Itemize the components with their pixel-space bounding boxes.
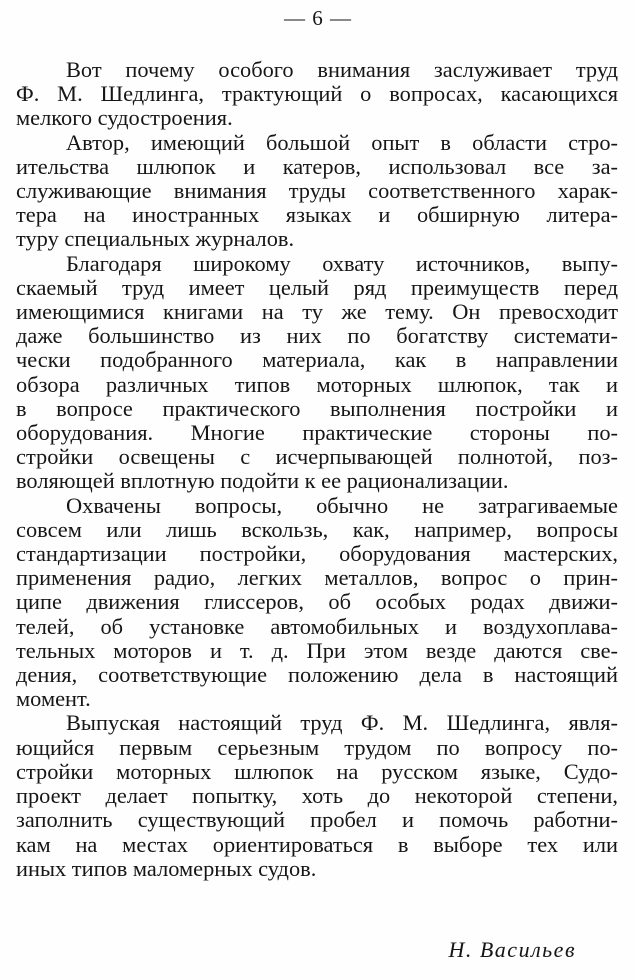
text-line: дения, соответствующие положению дела в настоящий <box>16 662 618 688</box>
text-line: Вот почему особого внимания заслуживает труд <box>66 57 618 82</box>
text-line: ительства шлюпок и катеров, использовал все за- <box>16 153 618 179</box>
author-signature: Н. Васильев <box>448 937 576 962</box>
text-line: Благодаря широкому охвату источников, выпу- <box>66 250 618 276</box>
text-line: Ф. М. Шедлинга, трактующий о вопросах, касающихся <box>16 81 618 107</box>
text-line: ципе движения глиссеров, об особых родах движи- <box>16 589 618 615</box>
text-line: момент. <box>16 686 91 712</box>
text-line: мелкого судостроения. <box>16 105 233 131</box>
text-line: тера на иностранных языках и обширную литера- <box>16 202 618 228</box>
text-line: телей, об установке автомобильных и воздухоплава- <box>16 613 618 639</box>
text-line: служивающие внимания труды соответственного харак- <box>16 178 618 204</box>
text-line: Охвачены вопросы, обычно не затрагиваемые <box>66 492 618 518</box>
text-line: ющийся первым серьезным трудом по вопросу по- <box>16 734 618 760</box>
text-line: иных типов маломерных судов. <box>16 855 317 881</box>
text-line: туру специальных журналов. <box>16 226 295 252</box>
paragraph <box>16 58 618 131</box>
paragraph <box>16 131 618 252</box>
text-line: имеющимися книгами на ту же тему. Он превосходит <box>16 299 618 325</box>
text-line: оборудования. Многие практические стороны по- <box>16 420 618 446</box>
text-line: чески подобранного материала, как в направлении <box>16 347 618 373</box>
body-text <box>16 58 618 881</box>
page-number: — 6 — <box>284 6 352 30</box>
paragraph <box>16 711 618 880</box>
text-line: даже большинство из них по богатству системати- <box>16 323 618 349</box>
text-line: тельных моторов и т. д. При этом везде даются све- <box>16 637 618 663</box>
paragraph <box>16 252 618 494</box>
paragraph <box>16 494 618 712</box>
text-line: скаемый труд имеет целый ряд преимуществ перед <box>16 274 618 300</box>
text-line: кам на местах ориентироваться в выборе тех или <box>16 831 618 857</box>
text-line: воляющей вплотную подойти к ее рационализации. <box>16 468 509 494</box>
text-line: Автор, имеющий большой опыт в области стро- <box>66 129 618 155</box>
text-line: заполнить существующий пробел и помочь работни- <box>16 807 618 833</box>
text-line: применения радио, легких металлов, вопрос о прин- <box>16 565 618 591</box>
text-line: проект делает попытку, хоть до некоторой степени, <box>16 783 618 809</box>
text-line: в вопросе практического выполнения постройки и <box>16 395 618 421</box>
text-line: стройки освещены с исчерпывающей полнотой, поз- <box>16 444 618 470</box>
text-line: стандартизации постройки, оборудования мастерских, <box>16 541 618 567</box>
text-line: стройки моторных шлюпок на русском языке, Судо- <box>16 758 618 784</box>
text-line: Выпуская настоящий труд Ф. М. Шедлинга, явля- <box>66 710 618 736</box>
text-line: совсем или лишь вскользь, как, например, вопросы <box>16 516 618 542</box>
text-line: обзора различных типов моторных шлюпок, так и <box>16 371 618 397</box>
